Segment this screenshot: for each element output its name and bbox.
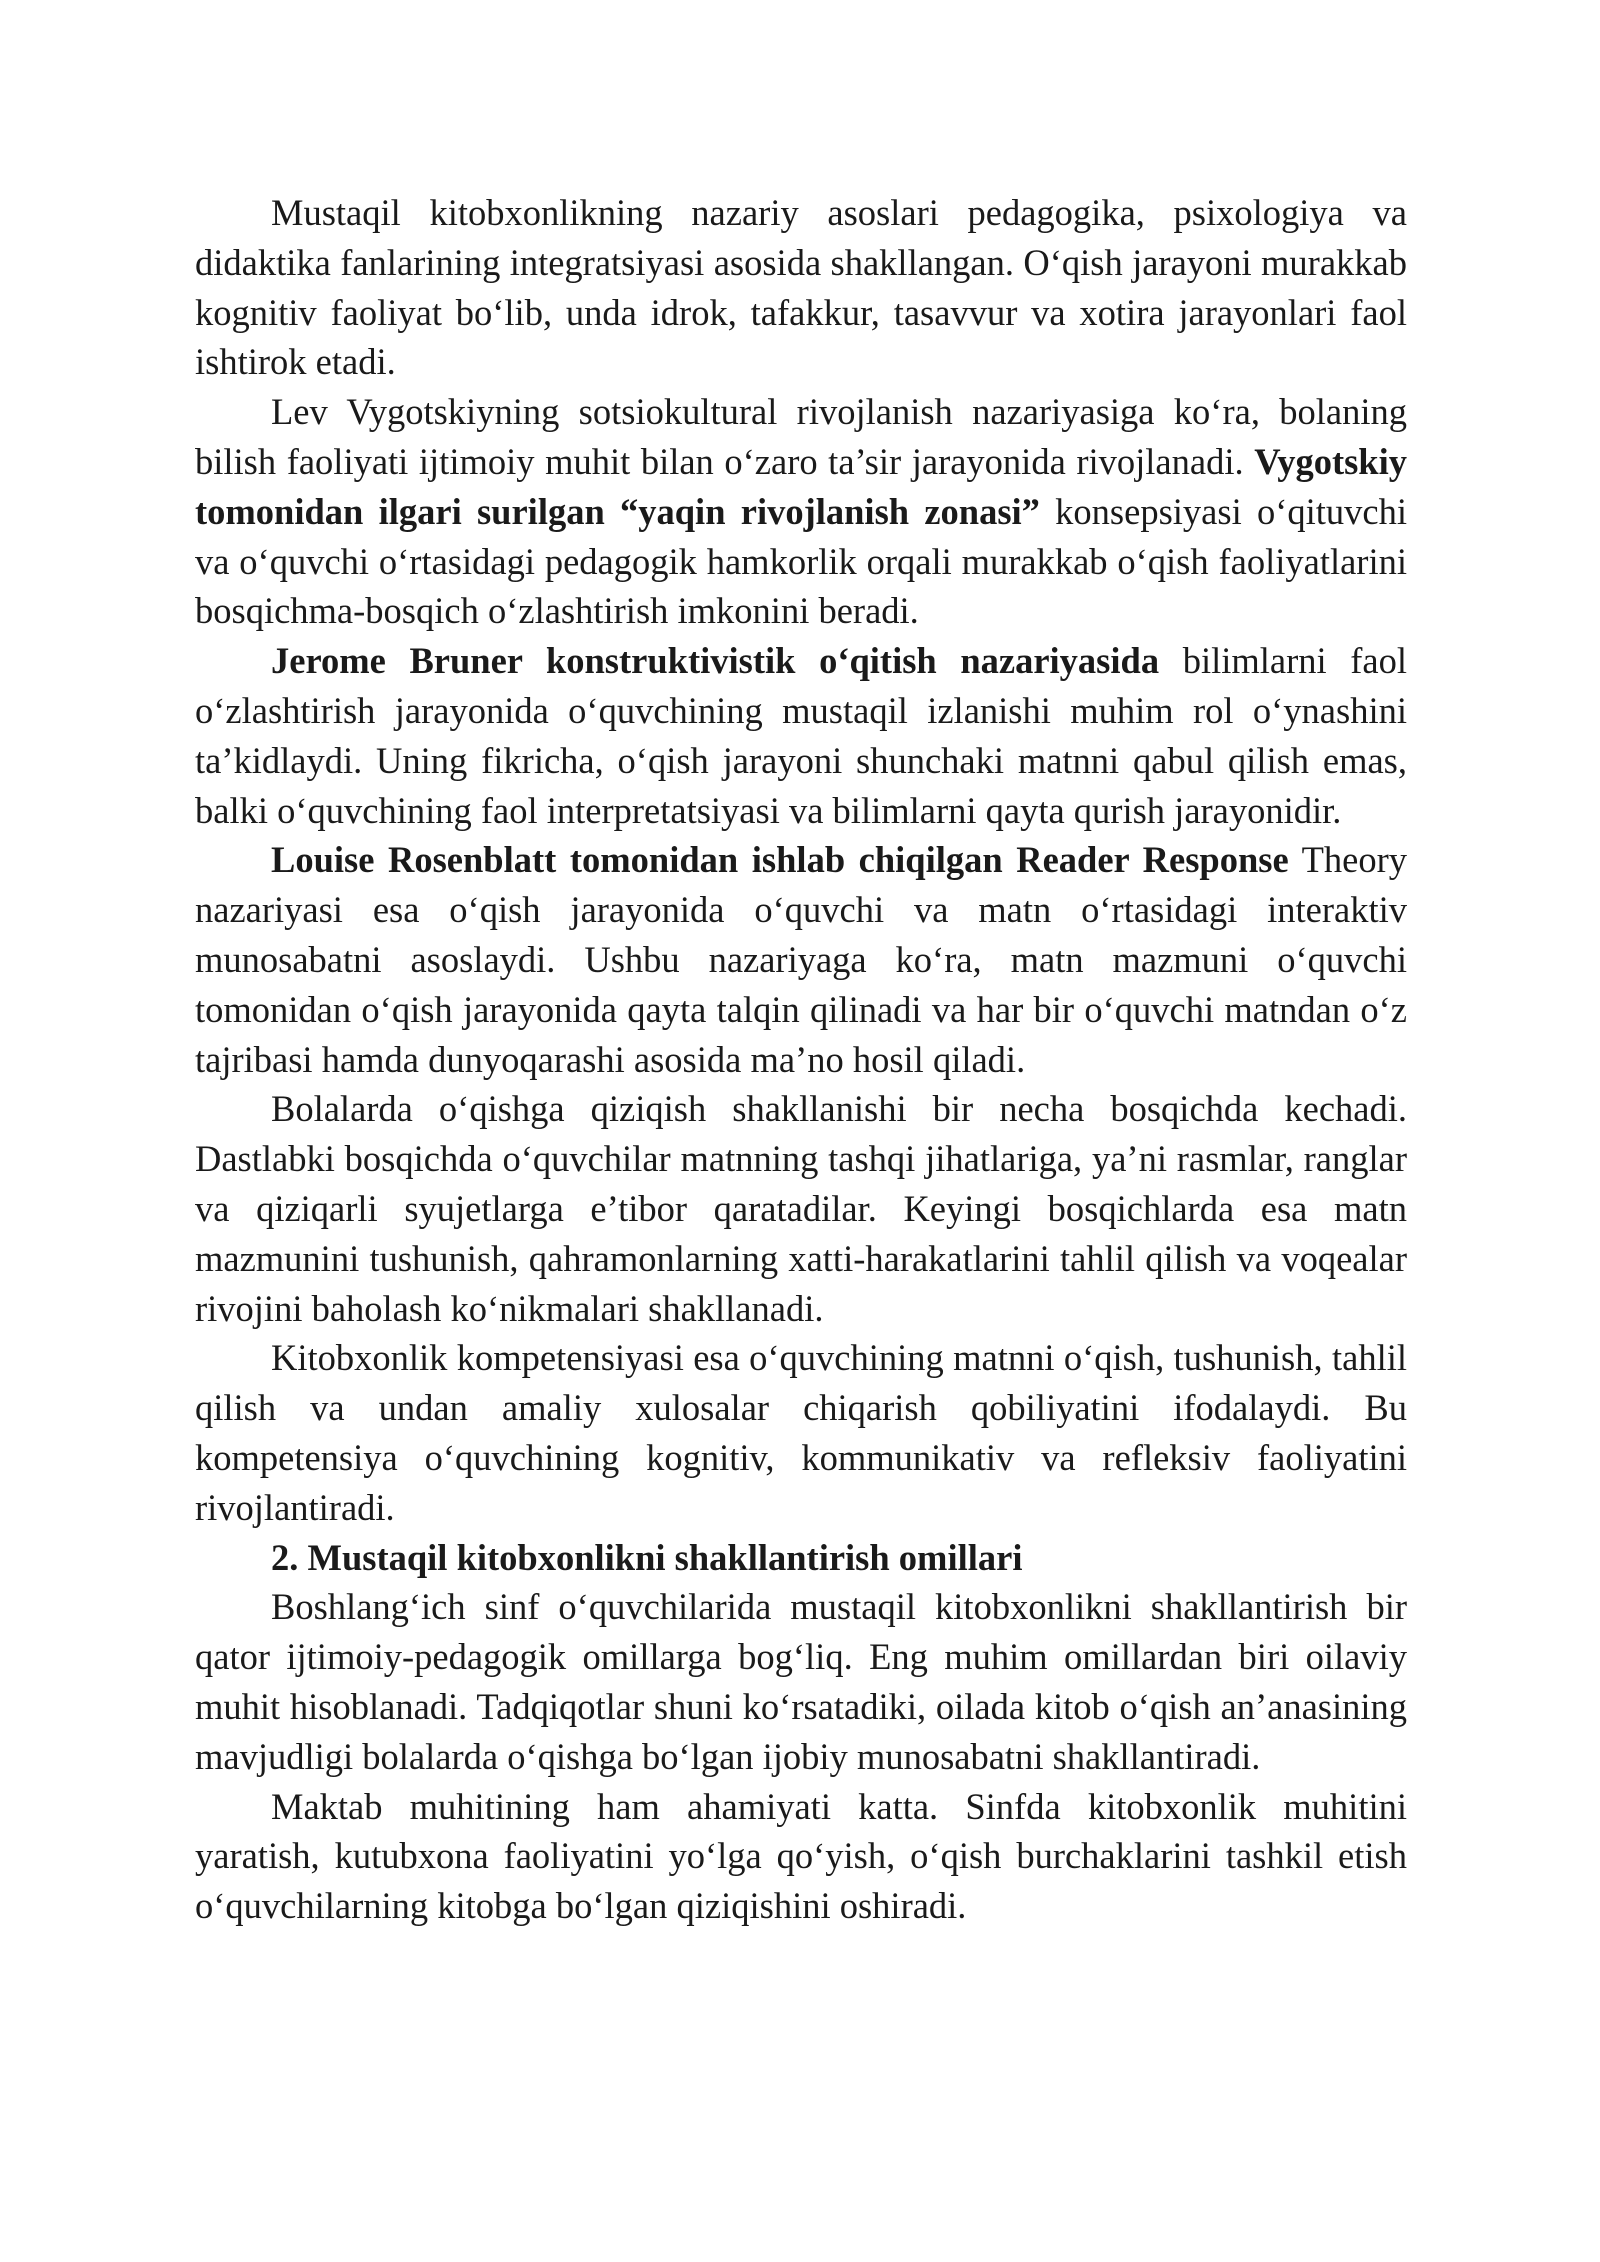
paragraph-text: Mustaqil kitobxonlikning nazariy asoslari pedagogika, psixologiya va didaktika fanlarining integratsiyasi asosida shakllangan. O‘qish jarayoni murakkab kognitiv faoliyat bo‘lib, unda idrok, tafakkur, tasavvur va xotira jarayonlari faol ishtirok etadi.: [195, 192, 1407, 383]
paragraph-text: Bolalarda o‘qishga qiziqish shakllanishi bir necha bosqichda kechadi. Dastlabki bosqichda o‘quvchilar matnning tashqi jihatlariga, ya’ni rasmlar, ranglar va qiziqarli syujetlarga e’tibor qaratadilar. Keyingi bosqichlarda esa matn mazmunini tushunish, qahramonlarning xatti-harakatlarini tahlil qilish va voqealar rivojini baholash ko‘nikmalari shakllanadi.: [195, 1088, 1407, 1329]
paragraph-text: Boshlang‘ich sinf o‘quvchilarida mustaqil kitobxonlikni shakllantirish bir qator ijtimoiy-pedagogik omillarga bog‘liq. Eng muhim omillardan biri oilaviy muhit hisoblanadi. Tadqiqotlar shuni ko‘rsatadiki, oilada kitob o‘qish an’anasining mavjudligi bolalarda o‘qishga bo‘lgan ijobiy munosabatni shakllantiradi.: [195, 1586, 1407, 1777]
paragraph-vygotsky: [195, 387, 1407, 636]
paragraph-school-factor: [195, 1782, 1407, 1931]
paragraph-text-rest: Theory nazariyasi esa o‘qish jarayonida o‘quvchi va matn o‘rtasidagi interaktiv munosabatni asoslaydi. Ushbu nazariyaga ko‘ra, matn mazmuni o‘quvchi tomonidan o‘qish jarayonida qayta talqin qilinadi va har bir o‘quvchi matndan o‘z tajribasi hamda dunyoqarashi asosida ma’no hosil qiladi.: [195, 839, 1407, 1080]
paragraph-text-rest: konsepsiyasi o‘qituvchi va o‘quvchi o‘rtasidagi pedagogik hamkorlik orqali murakkab o‘qish faoliyatlarini bosqichma-bosqich o‘zlashtirish imkonini beradi.: [195, 490, 1407, 632]
paragraph-family-factor: [195, 1582, 1407, 1781]
bold-emphasis: Vygotskiy tomonidan ilgari surilgan “yaqin rivojlanish zonasi”: [195, 440, 1407, 532]
bold-emphasis: Jerome Bruner konstruktivistik o‘qitish nazariyasida: [271, 640, 1160, 682]
paragraph-reading-interest: [195, 1084, 1407, 1333]
bold-emphasis: Louise Rosenblatt tomonidan ishlab chiqilgan Reader Response: [271, 839, 1289, 881]
paragraph-competence: [195, 1333, 1407, 1532]
paragraph-bruner: [195, 636, 1407, 835]
paragraph-text: Lev Vygotskiyning sotsiokultural rivojlanish nazariyasiga ko‘ra, bolaning bilish faoliyati ijtimoiy muhit bilan o‘zaro ta’sir jarayonida rivojlanadi.: [195, 391, 1407, 482]
paragraph-text: Maktab muhitining ham ahamiyati katta. Sinfda kitobxonlik muhitini yaratish, kutubxona faoliyatini yo‘lga qo‘yish, o‘qish burchaklarini tashkil etish o‘quvchilarning kitobga bo‘lgan qiziqishini oshiradi.: [195, 1785, 1407, 1927]
paragraph-text-rest: bilimlarni faol o‘zlashtirish jarayonida o‘quvchining mustaqil izlanishi muhim rol o‘ynashini ta’kidlaydi. Uning fikricha, o‘qish jarayoni shunchaki matnni qabul qilish emas, balki o‘quvchining faol interpretatsiyasi va bilimlarni qayta qurish jarayonidir.: [195, 640, 1408, 831]
paragraph-rosenblatt: [195, 835, 1407, 1084]
section-heading: 2. Mustaqil kitobxonlikni shakllantirish omillari: [271, 1536, 1023, 1578]
paragraph-text: Kitobxonlik kompetensiyasi esa o‘quvchining matnni o‘qish, tushunish, tahlil qilish va undan amaliy xulosalar chiqarish qobiliyatini ifodalaydi. Bu kompetensiya o‘quvchining kognitiv, kommunikativ va refleksiv faoliyatini rivojlantiradi.: [195, 1337, 1407, 1528]
paragraph-theory-foundations: [195, 188, 1407, 387]
document-page: [195, 188, 1407, 1931]
